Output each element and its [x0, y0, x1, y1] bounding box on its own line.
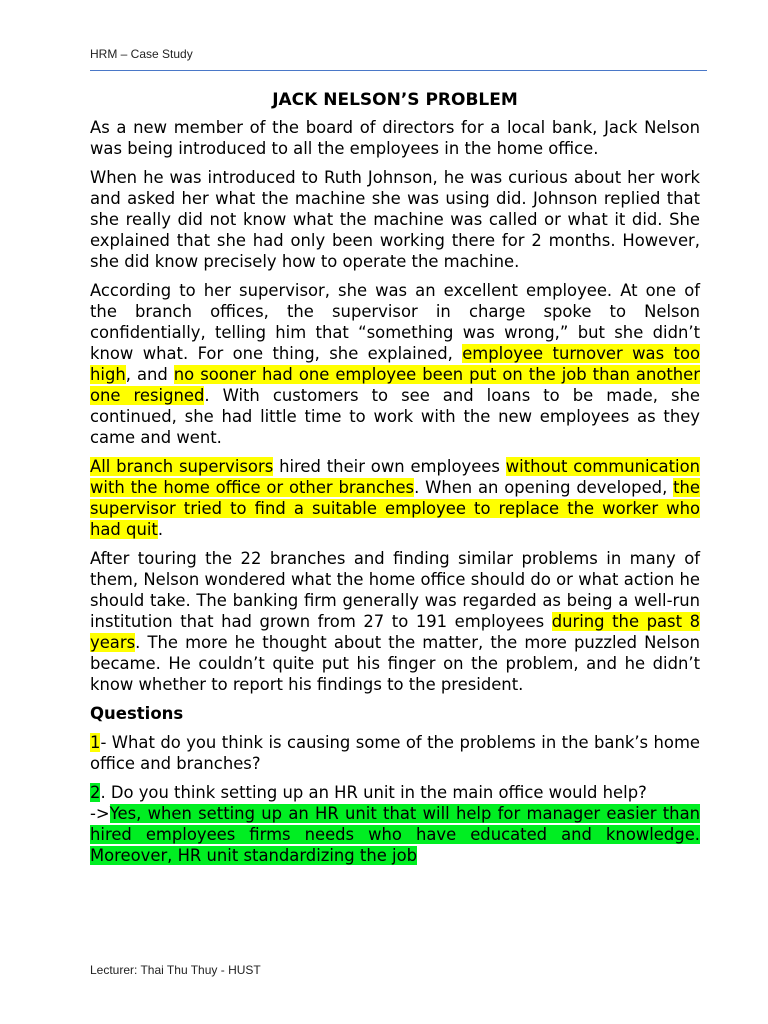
paragraph-5-text: After touring the 22 branches and finding similar problems in many of them, Nelson wondered what the home office should do or what action he should take. The banking firm generally was regarded as being a well-run institution that had grown from 27 to 191 employees: [90, 549, 700, 631]
highlight-resigned: no sooner had one employee been put on the job than another one resigned: [90, 365, 701, 405]
highlight-past-8-years: during the past 8 years: [90, 612, 701, 652]
answer-2-text: Yes, when setting up an HR unit that will help for manager easier than hired employees firms needs who have educated and knowledge. Moreover, HR unit standardizing the job: [90, 804, 700, 865]
question-2-number: 2: [90, 783, 101, 802]
highlight-branch-supervisors: All branch supervisors: [90, 457, 274, 476]
paragraph-5-text: . The more he thought about the matter, the more puzzled Nelson became. He couldn’t quite put his finger on the problem, and he didn’t know whether to report his findings to the president.: [90, 633, 700, 694]
question-2: [90, 782, 700, 803]
paragraph-4: [90, 456, 700, 540]
paragraph-1: As a new member of the board of directors for a local bank, Jack Nelson was being introduced to all the employees in the home office.: [90, 118, 700, 158]
header-rule: [90, 70, 707, 71]
answer-2: [90, 803, 700, 866]
paragraph-3-text: According to her supervisor, she was an excellent employee. At one of the branch offices, the supervisor in charge spoke to Nelson confidentially, telling him that “something was wrong,” but she didn’t know what. For one thing, she explained,: [90, 281, 700, 363]
paragraph-4-text: . When an opening developed,: [414, 478, 674, 497]
answer-arrow: ->: [90, 804, 110, 823]
highlight-replace-worker: the supervisor tried to find a suitable employee to replace the worker who had quit: [90, 478, 701, 539]
document-body: [90, 117, 700, 874]
page-footer: Lecturer: Thai Thu Thuy - HUST: [90, 963, 261, 977]
highlight-turnover: employee turnover was too high: [90, 344, 700, 384]
question-1-text: - What do you think is causing some of the problems in the bank’s home office and branches?: [90, 733, 700, 773]
paragraph-5: [90, 548, 700, 695]
paragraph-4-text: hired their own employees: [273, 457, 506, 476]
paragraph-3: [90, 280, 700, 448]
document-title: JACK NELSON’S PROBLEM: [272, 90, 518, 110]
paragraph-3-text: . With customers to see and loans to be made, she continued, she had little time to work with the new employees as they came and went.: [90, 386, 700, 447]
page-header: HRM – Case Study: [90, 47, 193, 61]
question-2-text: . Do you think setting up an HR unit in the main office would help?: [100, 783, 647, 802]
question-1-number: 1: [90, 733, 101, 752]
highlight-no-communication: without communication with the home office or other branches: [90, 457, 700, 497]
paragraph-4-text: .: [157, 520, 164, 539]
questions-heading: Questions: [90, 704, 184, 723]
question-1: [90, 732, 700, 774]
paragraph-2: When he was introduced to Ruth Johnson, he was curious about her work and asked her what the machine she was using did. Johnson replied that she really did not know what the machine was called or what it did. She explained that she had only been working there for 2 months. However, she did know precisely how to operate the machine.: [90, 168, 700, 271]
paragraph-3-text: , and: [125, 365, 174, 384]
